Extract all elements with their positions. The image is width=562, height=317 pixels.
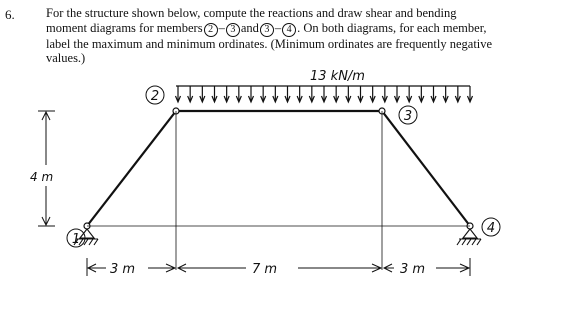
problem-line-3: label the maximum and minimum ordinates. (Minimum ordinates are frequently negative xyxy=(46,36,493,51)
load-arrow xyxy=(273,86,278,102)
load-arrow xyxy=(309,86,314,102)
load-arrow xyxy=(322,86,327,102)
problem-line-4: values.) xyxy=(46,51,86,65)
height-dimension xyxy=(38,111,55,226)
support-right xyxy=(457,229,481,245)
node-label-3: 3 xyxy=(403,109,413,124)
load-arrow xyxy=(468,86,473,102)
dash-2: – xyxy=(274,20,282,35)
node-label-2: 2 xyxy=(150,89,160,104)
load-arrow xyxy=(407,86,412,102)
node-ref-3: 3 xyxy=(226,23,240,37)
load-arrow xyxy=(249,86,254,102)
load-arrow xyxy=(334,86,339,102)
and-word: and xyxy=(240,20,259,35)
node-ref-4: 4 xyxy=(282,23,296,37)
load-label: 13 kN/m xyxy=(310,69,365,84)
distributed-load xyxy=(176,86,473,102)
load-arrow xyxy=(431,86,436,102)
load-arrow xyxy=(382,86,387,102)
load-arrow xyxy=(188,86,193,102)
load-arrows xyxy=(176,86,473,102)
node-ref-3b: 3 xyxy=(260,23,274,37)
load-arrow xyxy=(370,86,375,102)
dim-left: 3 m xyxy=(110,262,136,277)
load-arrow xyxy=(200,86,205,102)
load-arrow xyxy=(358,86,363,102)
load-arrow xyxy=(176,86,181,102)
problem-number: 6. xyxy=(5,7,15,22)
line-2-end: . On both diagrams, for each member, xyxy=(297,20,487,35)
dim-right: 3 m xyxy=(400,262,426,277)
load-arrow xyxy=(443,86,448,102)
load-arrow xyxy=(455,86,460,102)
dash: – xyxy=(218,20,225,35)
load-arrow xyxy=(285,86,290,102)
load-arrow xyxy=(395,86,400,102)
node-label-1: 1 xyxy=(71,232,81,247)
height-label: 4 m xyxy=(30,170,54,184)
node-label-4: 4 xyxy=(486,221,496,236)
load-arrow xyxy=(212,86,217,102)
dim-middle: 7 m xyxy=(252,262,278,277)
node-ref-2: 2 xyxy=(204,23,218,37)
reference-lines xyxy=(87,111,470,270)
load-arrow xyxy=(346,86,351,102)
load-arrow xyxy=(419,86,424,102)
frame xyxy=(87,111,470,226)
line-2-text: moment diagrams for members xyxy=(46,20,203,35)
load-arrow xyxy=(261,86,266,102)
problem-line-1: For the structure shown below, compute the reactions and draw shear and bending xyxy=(46,6,457,20)
member-3-4 xyxy=(382,111,470,226)
load-arrow xyxy=(297,86,302,102)
member-1-2 xyxy=(87,111,176,226)
load-arrow xyxy=(236,86,241,102)
load-arrow xyxy=(224,86,229,102)
